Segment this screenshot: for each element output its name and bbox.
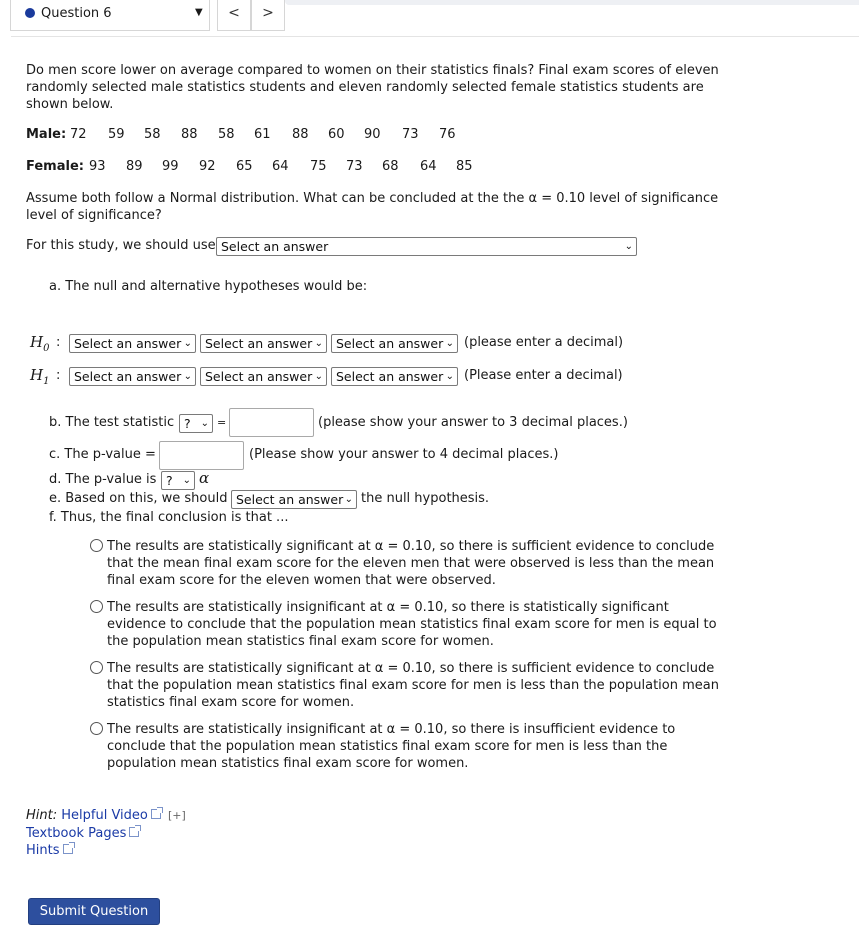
prompt-line: Do men score lower on average compared to women on their statistics finals? Final exam scores of eleven — [26, 63, 719, 78]
h1-note: (Please enter a decimal) — [464, 368, 623, 383]
h1-value-select[interactable] — [331, 367, 458, 386]
question-selector[interactable] — [10, 0, 210, 31]
part-c-note: (Please show your answer to 4 decimal places.) — [249, 447, 559, 462]
part-e-text: e. Based on this, we should — [49, 491, 228, 506]
chevron-down-icon: ⌄ — [314, 371, 323, 382]
option-line: that the mean final exam score for the eleven men that were observed is less than the mean — [107, 556, 715, 571]
select-value: Select an answer — [74, 369, 182, 384]
select-value: Select an answer — [236, 492, 344, 507]
h0-symbol — [30, 333, 49, 354]
select-value: Select an answer — [205, 336, 313, 351]
part-c-text: c. The p-value = — [49, 447, 156, 462]
part-b-note: (please show your answer to 3 decimal places.) — [318, 415, 628, 430]
radio-button[interactable] — [90, 539, 103, 552]
helpful-video-link[interactable] — [61, 808, 161, 823]
h0-colon: : — [56, 335, 61, 350]
option-line: The results are statistically significant at α = 0.10, so there is sufficient evidence to conclude — [107, 539, 715, 554]
option-text — [107, 538, 722, 589]
h1-subscript: 1 — [43, 376, 50, 387]
female-score: 65 — [236, 159, 253, 174]
textbook-pages-link[interactable] — [26, 826, 139, 841]
h1-colon: : — [56, 368, 61, 383]
question-label: Question 6 — [41, 6, 112, 21]
p-value-input[interactable] — [159, 441, 244, 470]
hints-link[interactable] — [26, 843, 73, 858]
option-line: The results are statistically insignificant at α = 0.10, so there is statistically significant — [107, 600, 669, 615]
external-link-icon — [129, 827, 139, 837]
female-score: 75 — [310, 159, 327, 174]
question-prompt — [26, 62, 719, 113]
option-line: The results are statistically insignificant at α = 0.10, so there is insufficient evidence to — [107, 722, 676, 737]
h0-subscript: 0 — [43, 343, 50, 354]
female-score: 64 — [272, 159, 289, 174]
female-score: 92 — [199, 159, 216, 174]
hints-link-text: Hints — [26, 843, 60, 858]
option-text — [107, 721, 722, 772]
h0-letter: H — [30, 333, 44, 351]
decision-select[interactable] — [231, 490, 357, 509]
radio-button[interactable] — [90, 600, 103, 613]
male-score: 90 — [364, 127, 381, 142]
textbook-link-text: Textbook Pages — [26, 826, 127, 841]
female-label: Female: — [26, 159, 84, 174]
radio-button[interactable] — [90, 722, 103, 735]
h1-parameter-select[interactable] — [69, 367, 196, 386]
part-e-suffix: the null hypothesis. — [361, 491, 490, 506]
option-text — [107, 599, 722, 650]
chevron-down-icon: ⌄ — [624, 241, 633, 252]
h1-symbol — [30, 366, 49, 387]
part-b-text: b. The test statistic — [49, 415, 175, 430]
male-label: Male: — [26, 127, 67, 142]
female-score: 85 — [456, 159, 473, 174]
female-score: 68 — [382, 159, 399, 174]
female-score: 73 — [346, 159, 363, 174]
select-value: ? — [184, 416, 191, 431]
chevron-down-icon: ⌄ — [183, 371, 192, 382]
chevron-down-icon: ⌄ — [182, 475, 191, 486]
male-score: 60 — [328, 127, 345, 142]
option-line: evidence to conclude that the population mean statistics final exam score for men is equal to — [107, 617, 717, 632]
question-status-dot — [25, 8, 35, 18]
top-strip — [285, 0, 859, 5]
external-link-icon — [151, 809, 161, 819]
option-line: the population mean statistics final exam score for women. — [107, 634, 494, 649]
next-question-button[interactable]: > — [251, 0, 285, 31]
male-score: 59 — [108, 127, 125, 142]
h0-parameter-select[interactable] — [69, 334, 196, 353]
chevron-down-icon: ⌄ — [183, 338, 192, 349]
study-method-select[interactable] — [216, 237, 637, 256]
assumption-line: level of significance? — [26, 208, 162, 223]
assumption-line: Assume both follow a Normal distribution. What can be concluded at the the α = 0.10 level of significance — [26, 191, 719, 206]
select-value: Select an answer — [221, 239, 329, 254]
h0-note: (please enter a decimal) — [464, 335, 624, 350]
conclusion-option[interactable] — [90, 660, 730, 712]
prompt-line: shown below. — [26, 97, 114, 112]
h1-letter: H — [30, 366, 44, 384]
hint-row — [26, 808, 186, 823]
expand-video-button[interactable]: [+] — [168, 809, 186, 822]
female-score: 64 — [420, 159, 437, 174]
option-line: statistics final exam score for women. — [107, 695, 355, 710]
option-line: The results are statistically significant at α = 0.10, so there is sufficient evidence to conclude — [107, 661, 715, 676]
select-value: Select an answer — [205, 369, 313, 384]
part-f-text: f. Thus, the final conclusion is that ... — [49, 510, 289, 525]
option-line: population mean statistics final exam score for women. — [107, 756, 469, 771]
option-line: conclude that the population mean statistics final exam score for men is less than the — [107, 739, 668, 754]
chevron-down-icon: ⌄ — [314, 338, 323, 349]
male-score: 76 — [439, 127, 456, 142]
male-scores — [26, 127, 66, 142]
female-score: 89 — [126, 159, 143, 174]
divider — [11, 36, 859, 37]
chevron-down-icon: ⌄ — [445, 338, 454, 349]
female-scores — [26, 159, 84, 174]
chevron-down-icon: ⌄ — [445, 371, 454, 382]
conclusion-option[interactable] — [90, 538, 730, 590]
select-value: ? — [166, 473, 173, 488]
male-score: 61 — [254, 127, 271, 142]
alpha-symbol: α — [199, 469, 210, 487]
p-value-comparison-select[interactable] — [161, 471, 195, 490]
select-value: Select an answer — [336, 336, 444, 351]
h1-operator-select[interactable] — [200, 367, 327, 386]
option-line: final exam score for the eleven women that were observed. — [107, 573, 496, 588]
chevron-down-icon: ⌄ — [344, 494, 353, 505]
male-score: 72 — [70, 127, 87, 142]
conclusion-option[interactable] — [90, 599, 730, 651]
male-score: 58 — [144, 127, 161, 142]
male-score: 58 — [218, 127, 235, 142]
submit-question-button[interactable]: Submit Question — [29, 899, 159, 924]
prompt-line: randomly selected male statistics students and eleven randomly selected female statistics students are — [26, 80, 704, 95]
option-text — [107, 660, 722, 711]
test-statistic-input[interactable] — [229, 408, 314, 437]
external-link-icon — [63, 844, 73, 854]
option-line: that the population mean statistics final exam score for men is less than the population mean — [107, 678, 719, 693]
assumption-text — [26, 190, 718, 224]
chevron-down-icon: ▼ — [195, 7, 203, 18]
test-statistic-select[interactable] — [179, 414, 213, 433]
equals-sign: = — [217, 416, 227, 429]
female-score: 93 — [89, 159, 106, 174]
select-value: Select an answer — [74, 336, 182, 351]
male-score: 73 — [402, 127, 419, 142]
conclusion-option[interactable] — [90, 721, 730, 773]
male-score: 88 — [292, 127, 309, 142]
select-value: Select an answer — [336, 369, 444, 384]
radio-button[interactable] — [90, 661, 103, 674]
female-score: 99 — [162, 159, 179, 174]
study-label: For this study, we should use — [26, 238, 216, 253]
video-link-text: Helpful Video — [61, 808, 148, 823]
h0-value-select[interactable] — [331, 334, 458, 353]
h0-operator-select[interactable] — [200, 334, 327, 353]
part-d-text: d. The p-value is — [49, 472, 157, 487]
male-score: 88 — [181, 127, 198, 142]
chevron-down-icon: ⌄ — [200, 418, 209, 429]
previous-question-button[interactable]: < — [217, 0, 251, 31]
part-a-text: a. The null and alternative hypotheses would be: — [49, 279, 368, 294]
hint-label: Hint: — [26, 808, 58, 823]
